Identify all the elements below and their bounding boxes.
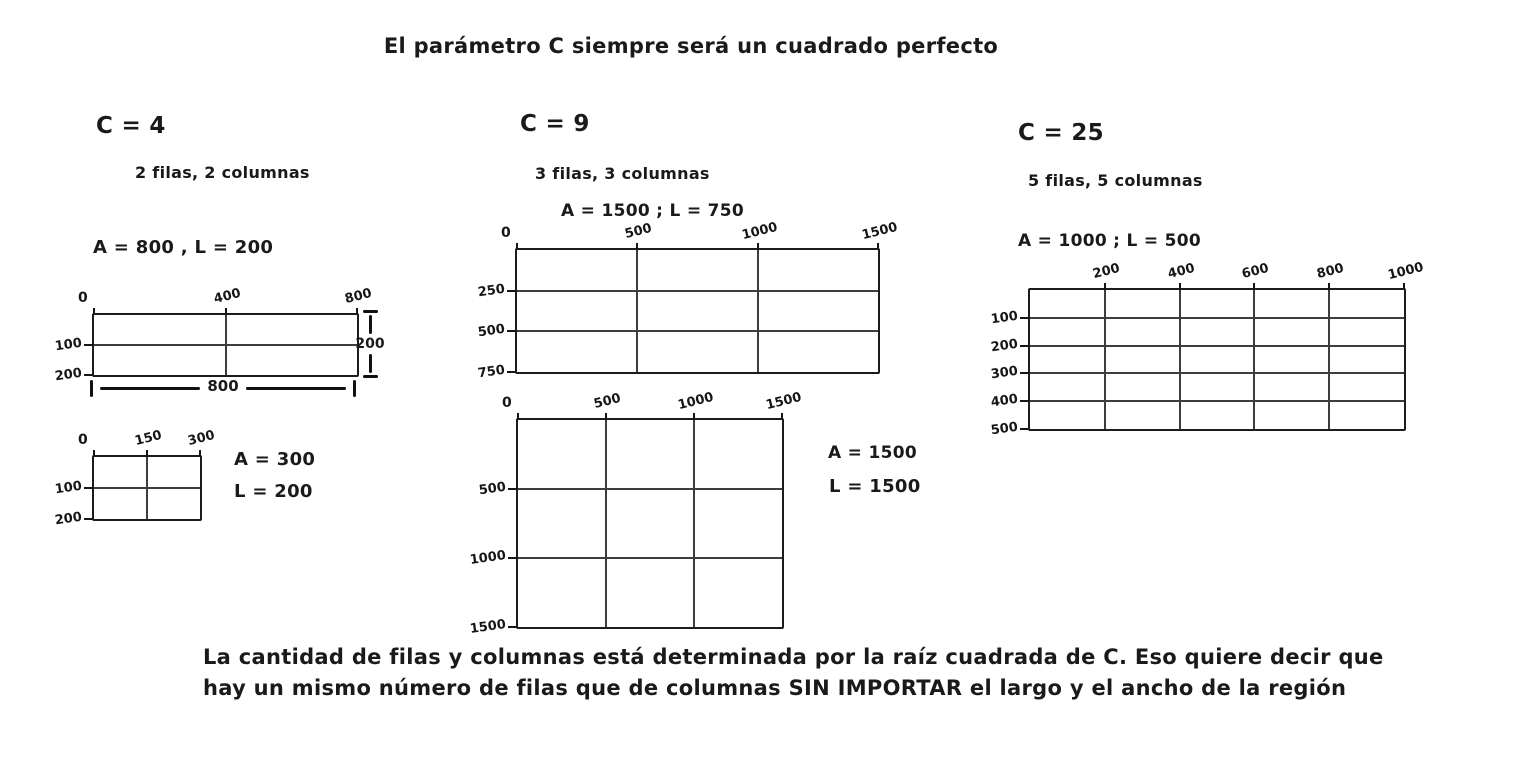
x-tick-mark [225,308,227,315]
grid-column-line [1179,290,1181,429]
x-tick-label: 600 [1240,260,1271,283]
y-tick-mark [84,518,93,520]
x-tick-label: 500 [592,390,623,413]
grid-row-line [518,557,782,559]
y-tick-mark [1020,345,1029,347]
x-tick-label: 500 [623,220,654,243]
y-tick-mark [508,488,517,490]
c25-main-grid [989,259,1426,439]
x-tick-label: 150 [133,427,164,450]
grid-column-line [636,250,638,372]
x-tick-mark [517,413,519,420]
dimension-stem [369,354,372,373]
y-tick-label: 200 [989,336,1019,355]
x-tick-mark [146,450,148,457]
c25-params: A = 1000 ; L = 500 [1018,231,1201,251]
y-tick-mark [507,371,516,373]
y-tick-label: 500 [477,479,507,499]
dimension-cap [353,380,356,397]
x-tick-mark [757,243,759,250]
x-tick-label: 1000 [676,389,716,414]
c4-small-grid [53,427,217,529]
x-tick-mark [1328,283,1330,290]
footer-note-line2: hay un mismo número de filas que de columnas SIN IMPORTAR el largo y el ancho de la región [203,676,1347,700]
x-tick-label: 800 [343,285,374,308]
grid-column-line [1253,290,1255,429]
grid-column-line [1104,290,1106,429]
x-tick-mark [1403,283,1405,290]
y-tick-label: 200 [53,509,83,529]
x-tick-mark [356,308,358,315]
dimension-cap [90,380,93,397]
c25-subheading: 5 filas, 5 columnas [1028,171,1203,190]
y-tick-mark [508,626,517,628]
x-tick-label: 1500 [764,389,804,414]
y-tick-label: 750 [476,362,506,382]
c4-small-grid-param-l: L = 200 [234,481,313,502]
grid-row-line [518,488,782,490]
y-tick-label: 500 [476,322,506,341]
c9-params: A = 1500 ; L = 750 [561,201,744,221]
x-tick-mark [93,450,95,457]
x-tick-mark [199,450,201,457]
y-tick-mark [508,557,517,559]
y-tick-label: 1500 [468,617,507,637]
grid-row-line [517,330,878,332]
c9-bottom-grid-param-l: L = 1500 [829,476,921,497]
y-tick-label: 100 [53,478,83,498]
y-tick-label: 400 [989,391,1019,411]
c4-small-grid-param-a: A = 300 [234,449,316,470]
x-tick-label: 400 [1165,260,1196,283]
grid-column-line [605,420,607,627]
c4-main-grid [53,285,374,385]
c4-width-dimension-marker [90,378,356,398]
y-tick-label: 200 [53,365,83,385]
x-tick-mark [781,413,783,420]
grid-row-line [517,290,878,292]
y-tick-mark [507,290,516,292]
grid-row-line [1030,372,1404,374]
x-tick-label: 800 [1315,260,1346,283]
c4-params: A = 800 , L = 200 [93,237,274,258]
c9-bottom-grid [468,389,804,637]
y-tick-mark [1020,372,1029,374]
grid-column-line [693,420,695,627]
dimension-cap [363,375,378,378]
origin-tick-label: 0 [78,290,88,306]
y-tick-label: 500 [989,419,1019,439]
y-tick-label: 300 [989,364,1019,383]
x-tick-mark [93,308,95,315]
footer-note-line1: La cantidad de filas y columnas está determinada por la raíz cuadrada de C. Eso quiere decir que [203,645,1384,669]
x-tick-label: 300 [186,427,217,450]
c4-heading: C = 4 [96,113,166,139]
c9-top-grid [476,219,900,382]
x-tick-label: 200 [1091,260,1122,283]
x-tick-mark [605,413,607,420]
x-tick-mark [516,243,518,250]
grid-row-line [1030,400,1404,402]
y-tick-mark [84,344,93,346]
c4-subheading: 2 filas, 2 columnas [135,163,310,182]
origin-tick-label: 0 [501,225,511,241]
grid-row-line [94,487,200,489]
grid-row-line [94,344,357,346]
page-title: El parámetro C siempre será un cuadrado perfecto [383,34,999,58]
x-tick-mark [877,243,879,250]
grid-column-line [1328,290,1330,429]
x-tick-label: 1500 [860,219,900,244]
c4-height-dimension-marker [355,310,385,378]
y-tick-label: 1000 [468,548,507,568]
c9-bottom-grid-param-a: A = 1500 [828,443,917,463]
x-tick-mark [1253,283,1255,290]
x-tick-label: 400 [211,285,242,308]
y-tick-mark [84,374,93,376]
c9-heading: C = 9 [520,111,590,137]
c4-height-dimension-label: 200 [355,336,385,352]
dimension-line [100,387,200,390]
grid-column-line [757,250,759,372]
grid-row-line [1030,345,1404,347]
origin-tick-label: 0 [78,432,88,448]
y-tick-mark [1020,317,1029,319]
x-tick-mark [1104,283,1106,290]
x-tick-mark [1179,283,1181,290]
c4-width-dimension-label: 800 [207,377,239,395]
y-tick-mark [1020,428,1029,430]
x-tick-label: 1000 [1386,259,1426,284]
dimension-stem [369,315,372,334]
y-tick-label: 100 [53,335,83,355]
y-tick-mark [1020,400,1029,402]
y-tick-mark [507,330,516,332]
c9-subheading: 3 filas, 3 columnas [535,164,710,183]
c25-heading: C = 25 [1018,120,1104,146]
grid-row-line [1030,317,1404,319]
origin-tick-label: 0 [502,395,512,411]
x-tick-mark [636,243,638,250]
x-tick-mark [693,413,695,420]
y-tick-mark [84,487,93,489]
y-tick-label: 100 [989,308,1019,328]
x-tick-label: 1000 [740,219,779,244]
y-tick-label: 250 [476,281,506,300]
dimension-cap [363,310,378,313]
dimension-line [246,387,346,390]
